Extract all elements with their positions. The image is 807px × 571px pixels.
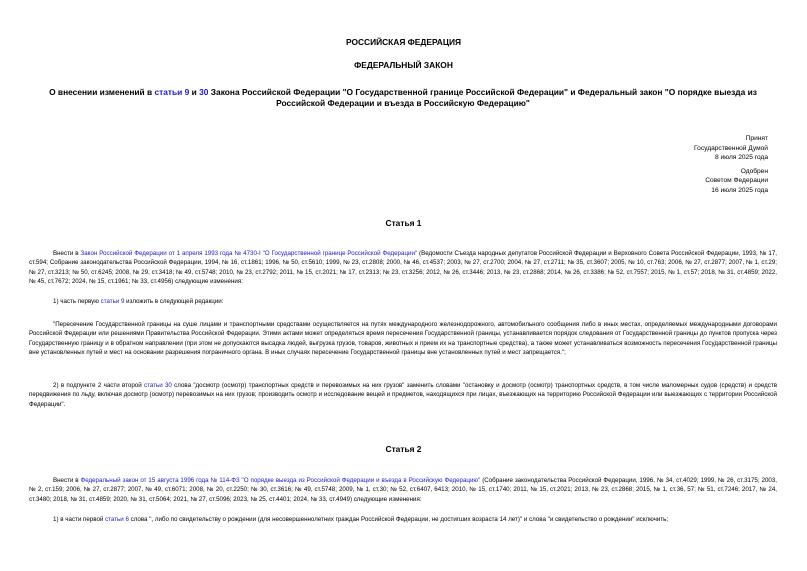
approved-date: 16 июля 2025 года	[711, 186, 768, 194]
subject-text-3: Закона Российской Федерации "О Государственной границе Российской Федерации" и Федеральный закон "О порядке выезда из Российской Федерации и въезда в Российскую Федерацию"	[208, 87, 757, 108]
article-2-item-1-text: 1) в части первой	[53, 516, 106, 523]
article-2-item-1	[29, 515, 777, 524]
country-heading: РОССИЙСКАЯ ФЕДЕРАЦИЯ	[345, 37, 462, 47]
article-1-quote: "Пересечение Государственной границы на суше лицами и транспортными средствами осуществляется на путях международного железнодорожного, автомобильного сообщения либо в иных местах, определяемых международными договорами Российской Федерации или решениями Правительства Российской Федерации. Этими актами может определяться время пересечения Государственной границы, устанавливается порядок следования от Государственной границы до пунктов пропуска через Государственную границу и в обратном направлении (при этом не допускаются высадка людей, выгрузка грузов, товаров, животных и прием их на транспортные средства), а также может устанавливаться возможность пересечения Государственной границы вне установленных путей и мест на основании разрешения пограничного органа. В иных случаях пересечение Государственной границы вне установленных путей и мест запрещается.";	[29, 321, 777, 356]
law-114-fz-link[interactable]: Федеральный закон от 15 августа 1996 года № 114-ФЗ "О порядке выезда из Российской Федерации и въезда в Российскую Федерацию"	[80, 477, 481, 484]
article-30-link[interactable]: 30	[199, 87, 209, 97]
article-1-item-1-text: 1) часть первую	[53, 298, 101, 305]
article-30-ref-link[interactable]: статьи 30	[143, 382, 172, 389]
article-1-item-2	[29, 381, 777, 409]
article-9-link[interactable]: статьи 9	[154, 87, 190, 97]
approved-label: Одобрен	[740, 167, 768, 175]
article-1-title: Статья 1	[385, 218, 422, 228]
article-1-intro	[29, 249, 777, 286]
article-2-intro-text: Внести в	[53, 477, 81, 484]
adopted-label: Принят	[745, 135, 768, 142]
article-1-item-2-text: 2) в подпункте 2 части второй	[53, 382, 144, 389]
article-2-intro-sources: (Собрание законодательства Российской Федерации, 1996, № 34, ст.4029; 1999, № 26, ст.3175; 2003, № 2, ст.159; 2006, № 27, ст.2877; 2007, № 49, ст.6071; 2008, № 20, ст.2250; № 30, ст.3616; № 49, ст.5748; 2009, № 1, ст.30; № 52, ст.6407, 6413; 2010, № 15, ст.1740; 2011, № 15, ст.2021; 2013, № 23, ст.2868; 2015, № 1, ст.36, 57; № 51, ст.7246; 2017, № 24, ст.3480; 2018, № 31, ст.4859; 2020, № 31, ст.5064; 2021, № 27, ст.5096; 2023, № 25, ст.4401; 2024, № 33, ст.4949) следующие изменения:	[29, 477, 777, 503]
article-2-title: Статья 2	[385, 444, 422, 454]
article-1-item-1	[29, 297, 777, 306]
law-subject-title	[45, 87, 761, 109]
article-1-item-2-tail: слова "досмотр (осмотр) транспортных средств и перевозимых на них грузов" заменить словами "остановку и досмотр (осмотр) транспортных средств, в том числе маломерных судов (средств) и средств передвижения по льду, включая досмотр (осмотр) перевозимых на них грузов; производить осмотр и исследование вещей и предметов, находящихся при лицах, въезжающих на территорию Российской Федерации или выезжающих с территории Российской Федерации".	[29, 382, 777, 408]
article-1-intro-text: Внести в	[53, 250, 81, 257]
adoption-block	[588, 134, 768, 195]
law-4730-link[interactable]: Закон Российской Федерации от 1 апреля 1993 года № 4730-I "О Государственной границе Российской Федерации"	[80, 250, 418, 257]
article-9-ref-link[interactable]: статьи 9	[100, 298, 125, 305]
subject-text-1: О внесении изменений в	[49, 87, 155, 97]
article-2-intro	[29, 476, 777, 504]
article-6-ref-link[interactable]: статьи 6	[105, 516, 129, 523]
article-2-item-1-tail: слова ", либо по свидетельству о рождении (для несовершеннолетних граждан Российской Федерации, не достигших возраста 14 лет)" и слова "и свидетельство о рождении" исключить;	[128, 516, 669, 523]
subject-text-2: и	[189, 87, 200, 97]
article-1-item-1-tail: изложить в следующей редакции:	[124, 298, 224, 305]
approved-by: Советом Федерации	[705, 177, 768, 184]
adopted-date: 8 июля 2025 года	[714, 154, 768, 161]
adopted-by: Государственной Думой	[694, 144, 768, 152]
document-type-heading: ФЕДЕРАЛЬНЫЙ ЗАКОН	[354, 60, 453, 70]
article-1-intro-sources: (Ведомости Съезда народных депутатов Российской Федерации и Верховного Совета Российской Федерации, 1993, № 17, ст.594; Собрание законодательства Российской Федерации, 1994, № 16, ст.1861; 1996, № 50, ст.5610; 1999, № 23, ст.2808; 2000, № 46, ст.4537; 2003, № 27, ст.2700; 2004, № 27, ст.2711; № 35, ст.3607; 2005, № 10, ст.763; 2006, № 27, ст.2877; 2007, № 1, ст.29; № 27, ст.3213; № 50, ст.6245; 2008, № 29, ст.3418; № 49, ст.5748; 2010, № 23, ст.2792; 2011, № 15, ст.2021; № 17, ст.2313; № 23, ст.3256; 2012, № 26, ст.3446; 2013, № 23, ст.2868; 2014, № 26, ст.3386; № 52, ст.7557; 2015, № 1, ст.57; 2018, № 31, ст.4859; 2022, № 45, ст.7672; 2024, № 15, ст.1961; № 33, ст.4956) следующие изменения:	[29, 250, 777, 285]
